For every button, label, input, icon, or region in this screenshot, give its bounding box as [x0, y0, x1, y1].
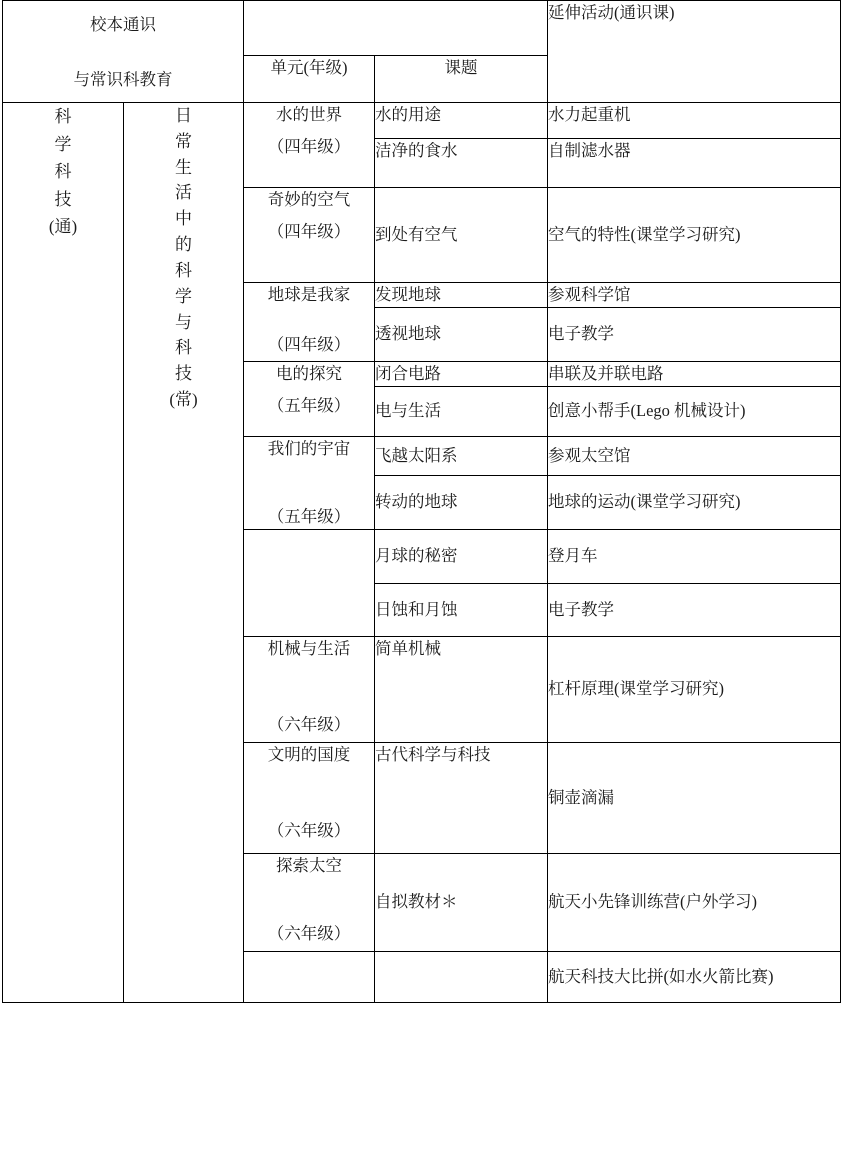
unit-cell	[244, 361, 375, 436]
unit-cell-empty	[244, 529, 375, 636]
spine-char: 科	[175, 260, 192, 280]
unit-name: 我们的宇宙	[267, 438, 351, 458]
topic-cell: 透视地球	[375, 307, 548, 361]
table-row	[3, 103, 841, 139]
unit-grade: （六年级）	[267, 714, 351, 734]
topic-cell: 电与生活	[375, 386, 548, 436]
unit-grade: （四年级）	[267, 334, 351, 354]
spine-char: 常	[175, 131, 192, 151]
header-row-top	[3, 1, 841, 56]
extension-cell: 创意小帮手(Lego 机械设计)	[548, 386, 841, 436]
spine-char: 科	[54, 162, 72, 182]
unit-cell	[244, 853, 375, 951]
spine-subject-vertical	[3, 103, 124, 1003]
header-subject-title	[3, 1, 244, 103]
unit-name: 地球是我家	[267, 285, 351, 304]
curriculum-table	[2, 0, 841, 1003]
spine-char: 日	[175, 106, 192, 125]
unit-name: 文明的国度	[267, 744, 351, 764]
unit-name: 奇妙的空气	[267, 190, 351, 209]
spine-char: 技	[54, 189, 72, 209]
spine-char: 生	[175, 157, 192, 177]
spine-char: 科	[175, 338, 192, 358]
unit-grade: （五年级）	[267, 395, 351, 415]
extension-cell: 电子教学	[548, 307, 841, 361]
unit-cell	[244, 103, 375, 188]
topic-cell: 闭合电路	[375, 361, 548, 386]
header-subject-title-line2: 与常识科教育	[73, 69, 173, 89]
extension-cell: 地球的运动(课堂学习研究)	[548, 475, 841, 529]
topic-cell: 月球的秘密	[375, 529, 548, 583]
topic-cell: 到处有空气	[375, 188, 548, 283]
header-topic-label: 课题	[375, 56, 548, 103]
spine-strand-chars	[124, 103, 243, 413]
spine-char: 学	[54, 134, 72, 154]
unit-grade: （六年级）	[267, 923, 351, 943]
spine-char: (常)	[169, 390, 198, 410]
extension-cell: 参观太空馆	[548, 436, 841, 475]
spine-char: 中	[175, 209, 192, 229]
extension-cell: 杠杆原理(课堂学习研究)	[548, 636, 841, 742]
extension-cell: 串联及并联电路	[548, 361, 841, 386]
unit-name: 电的探究	[276, 363, 342, 383]
spine-char: 学	[175, 286, 192, 306]
unit-cell	[244, 283, 375, 362]
extension-cell: 参观科学馆	[548, 283, 841, 308]
extension-cell: 航天小先锋训练营(户外学习)	[548, 853, 841, 951]
topic-cell-empty	[375, 951, 548, 1002]
topic-cell: 自拟教材＊	[375, 853, 548, 951]
unit-name: 水的世界	[276, 105, 342, 124]
extension-cell: 航天科技大比拼(如水火箭比赛)	[548, 951, 841, 1002]
spine-strand-vertical	[124, 103, 244, 1003]
extension-cell: 水力起重机	[548, 103, 841, 139]
unit-name: 机械与生活	[267, 638, 351, 658]
unit-grade: （五年级）	[267, 506, 351, 526]
unit-grade: （四年级）	[267, 221, 351, 241]
extension-cell: 电子教学	[548, 583, 841, 636]
unit-cell	[244, 636, 375, 742]
spine-char: 与	[175, 312, 192, 332]
topic-cell: 水的用途	[375, 103, 548, 139]
spine-char: (通)	[48, 217, 78, 237]
header-subject-title-line1: 校本通识	[90, 15, 156, 34]
unit-cell	[244, 436, 375, 529]
topic-cell: 简单机械	[375, 636, 548, 742]
header-blank-cell	[244, 1, 548, 56]
unit-cell	[244, 742, 375, 853]
extension-cell: 登月车	[548, 529, 841, 583]
extension-cell: 铜壶滴漏	[548, 742, 841, 853]
extension-cell: 空气的特性(课堂学习研究)	[548, 188, 841, 283]
topic-cell: 古代科学与科技	[375, 742, 548, 853]
topic-cell: 飞越太阳系	[375, 436, 548, 475]
extension-cell: 自制滤水器	[548, 139, 841, 188]
topic-cell: 日蚀和月蚀	[375, 583, 548, 636]
spine-char: 科	[54, 107, 72, 126]
unit-cell	[244, 188, 375, 283]
header-unit-label: 单元(年级)	[244, 56, 375, 103]
spine-subject-chars	[3, 103, 123, 241]
unit-cell-empty	[244, 951, 375, 1002]
topic-cell: 转动的地球	[375, 475, 548, 529]
unit-name: 探索太空	[276, 855, 342, 875]
topic-cell: 洁净的食水	[375, 139, 548, 188]
spine-char: 技	[175, 364, 192, 384]
topic-cell: 发现地球	[375, 283, 548, 308]
unit-grade: （四年级）	[267, 136, 351, 156]
header-extension-label: 延伸活动(通识课)	[548, 1, 841, 103]
unit-grade: （六年级）	[267, 820, 351, 840]
spine-char: 活	[175, 183, 192, 203]
spine-char: 的	[175, 235, 192, 255]
